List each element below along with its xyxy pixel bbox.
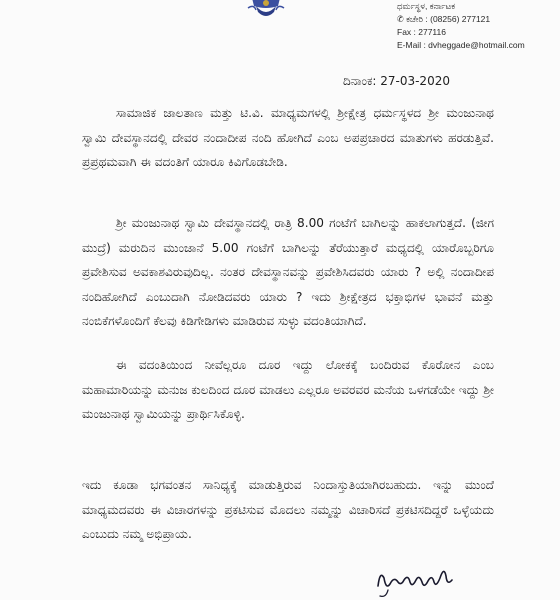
paragraph-4: ಇದು ಕೂಡಾ ಭಗವಂತನ ಸಾನಿಧ್ಯಕ್ಕೆ ಮಾಡುತ್ತಿರುವ ನಿಂದಾಸ್ತುತಿಯಾಗಿರಬಹುದು. ಇನ್ನು ಮುಂದೆ ಮಾಧ್ಯಮದವರು ಈ ವಿಚಾರಗಳನ್ನು ಪ್ರಕಟಿಸುವ ಮೊದಲು ನಮ್ಮನ್ನು ವಿಚಾರಿಸದೆ ಪ್ರಕಟಿಸದಿದ್ದರೆ ಒಳ್ಳೆಯದು ಎಂಬುದು ನಮ್ಮ ಅಭಿಪ್ರಾಯ. (82, 478, 494, 542)
paragraph-3: ಈ ವದಂತಿಯಿಂದ ನೀವೆಲ್ಲರೂ ದೂರ ಇದ್ದು ಲೋಕಕ್ಕೆ ಬಂದಿರುವ ಕೊರೋನ ಎಂಬ ಮಹಾಮಾರಿಯನ್ನು ಮನುಜ ಕುಲದಿಂದ ದೂರ ಮಾಡಲು ಎಲ್ಲರೂ ಅವರವರ ಮನೆಯ ಒಳಗಡೆಯೇ ಇದ್ದು ಶ್ರೀ ಮಂಜುನಾಥ ಸ್ವಾಮಿಯನ್ನು ಪ್ರಾರ್ಥಿಸಿಕೊಳ್ಳಿ. (82, 358, 494, 422)
paragraph-2: ಶ್ರೀ ಮಂಜುನಾಥ ಸ್ವಾಮಿ ದೇವಸ್ಥಾನದಲ್ಲಿ ರಾತ್ರಿ 8.00 ಗಂಟೆಗೆ ಬಾಗಿಲನ್ನು ಹಾಕಲಾಗುತ್ತದೆ. (ಜೀಗ ಮುದ್ರೆ) ಮರುದಿನ ಮುಂಜಾನೆ 5.00 ಗಂಟೆಗೆ ಬಾಗಿಲನ್ನು ತೆರೆಯುತ್ತಾರೆ ಮಧ್ಯದಲ್ಲಿ ಯಾರೊಬ್ಬರಿಗೂ ಪ್ರವೇಶಿಸುವ ಅವಕಾಶವಿರುವುದಿಲ್ಲ. ನಂತರ ದೇವಸ್ಥಾನವನ್ನು ಪ್ರವೇಶಿಸಿದವರು ಯಾರು ? ಅಲ್ಲಿ ನಂದಾದೀಪ ನಂದಿಹೋಗಿದೆ ಎಂಬುದಾಗಿ ನೋಡಿದವರು ಯಾರು ? ಇದು ಶ್ರೀಕ್ಷೇತ್ರದ ಭಕ್ತಾಭಿಗಳ ಭಾವನೆ ಮತ್ತು ನಂಬಿಕೆಗಳೊಂದಿಗೆ ಕೆಲವು ಕಿಡಿಗೇಡಿಗಳು ಮಾಡಿರುವ ಸುಳ್ಳು ವದಂತಿಯಾಗಿದೆ. (82, 216, 494, 329)
paragraph-1: ಸಾಮಾಜಿಕ ಜಾಲತಾಣ ಮತ್ತು ಟಿ.ವಿ. ಮಾಧ್ಯಮಗಳಲ್ಲಿ ಶ್ರೀಕ್ಷೇತ್ರ ಧರ್ಮಸ್ಥಳದ ಶ್ರೀ ಮಂಜುನಾಥ ಸ್ವಾಮಿ ದೇವಸ್ಥಾನದಲ್ಲಿ ದೇವರ ನಂದಾದೀಪ ನಂದಿ ಹೋಗಿದೆ ಎಂಬ ಅಪಪ್ರಚಾರದ ಮಾತುಗಳು ಹರಡುತ್ತಿವೆ. ಪ್ರಪ್ರಥಮವಾಗಿ ಈ ವದಂತಿಗೆ ಯಾರೂ ಕಿವಿಗೊಡಬೇಡಿ. (82, 106, 494, 170)
phone-number: (08256) 277121 (430, 14, 491, 24)
letter-date: ದಿನಾಂಕ: 27-03-2020 (343, 74, 450, 88)
signature (374, 556, 464, 600)
email-line: E-Mail : dvheggade@hotmail.com (397, 40, 525, 50)
fax-line: Fax : 277116 (397, 27, 446, 37)
phone-line (397, 13, 525, 26)
letterhead-contact (397, 0, 525, 52)
address-line: ಧರ್ಮಸ್ಥಳ, ಕರ್ನಾಟಕ (397, 1, 456, 11)
phone-icon: ✆ (397, 14, 404, 24)
phone-label: ಕಚೇರಿ : (406, 14, 428, 24)
emblem-crest (246, 0, 286, 20)
